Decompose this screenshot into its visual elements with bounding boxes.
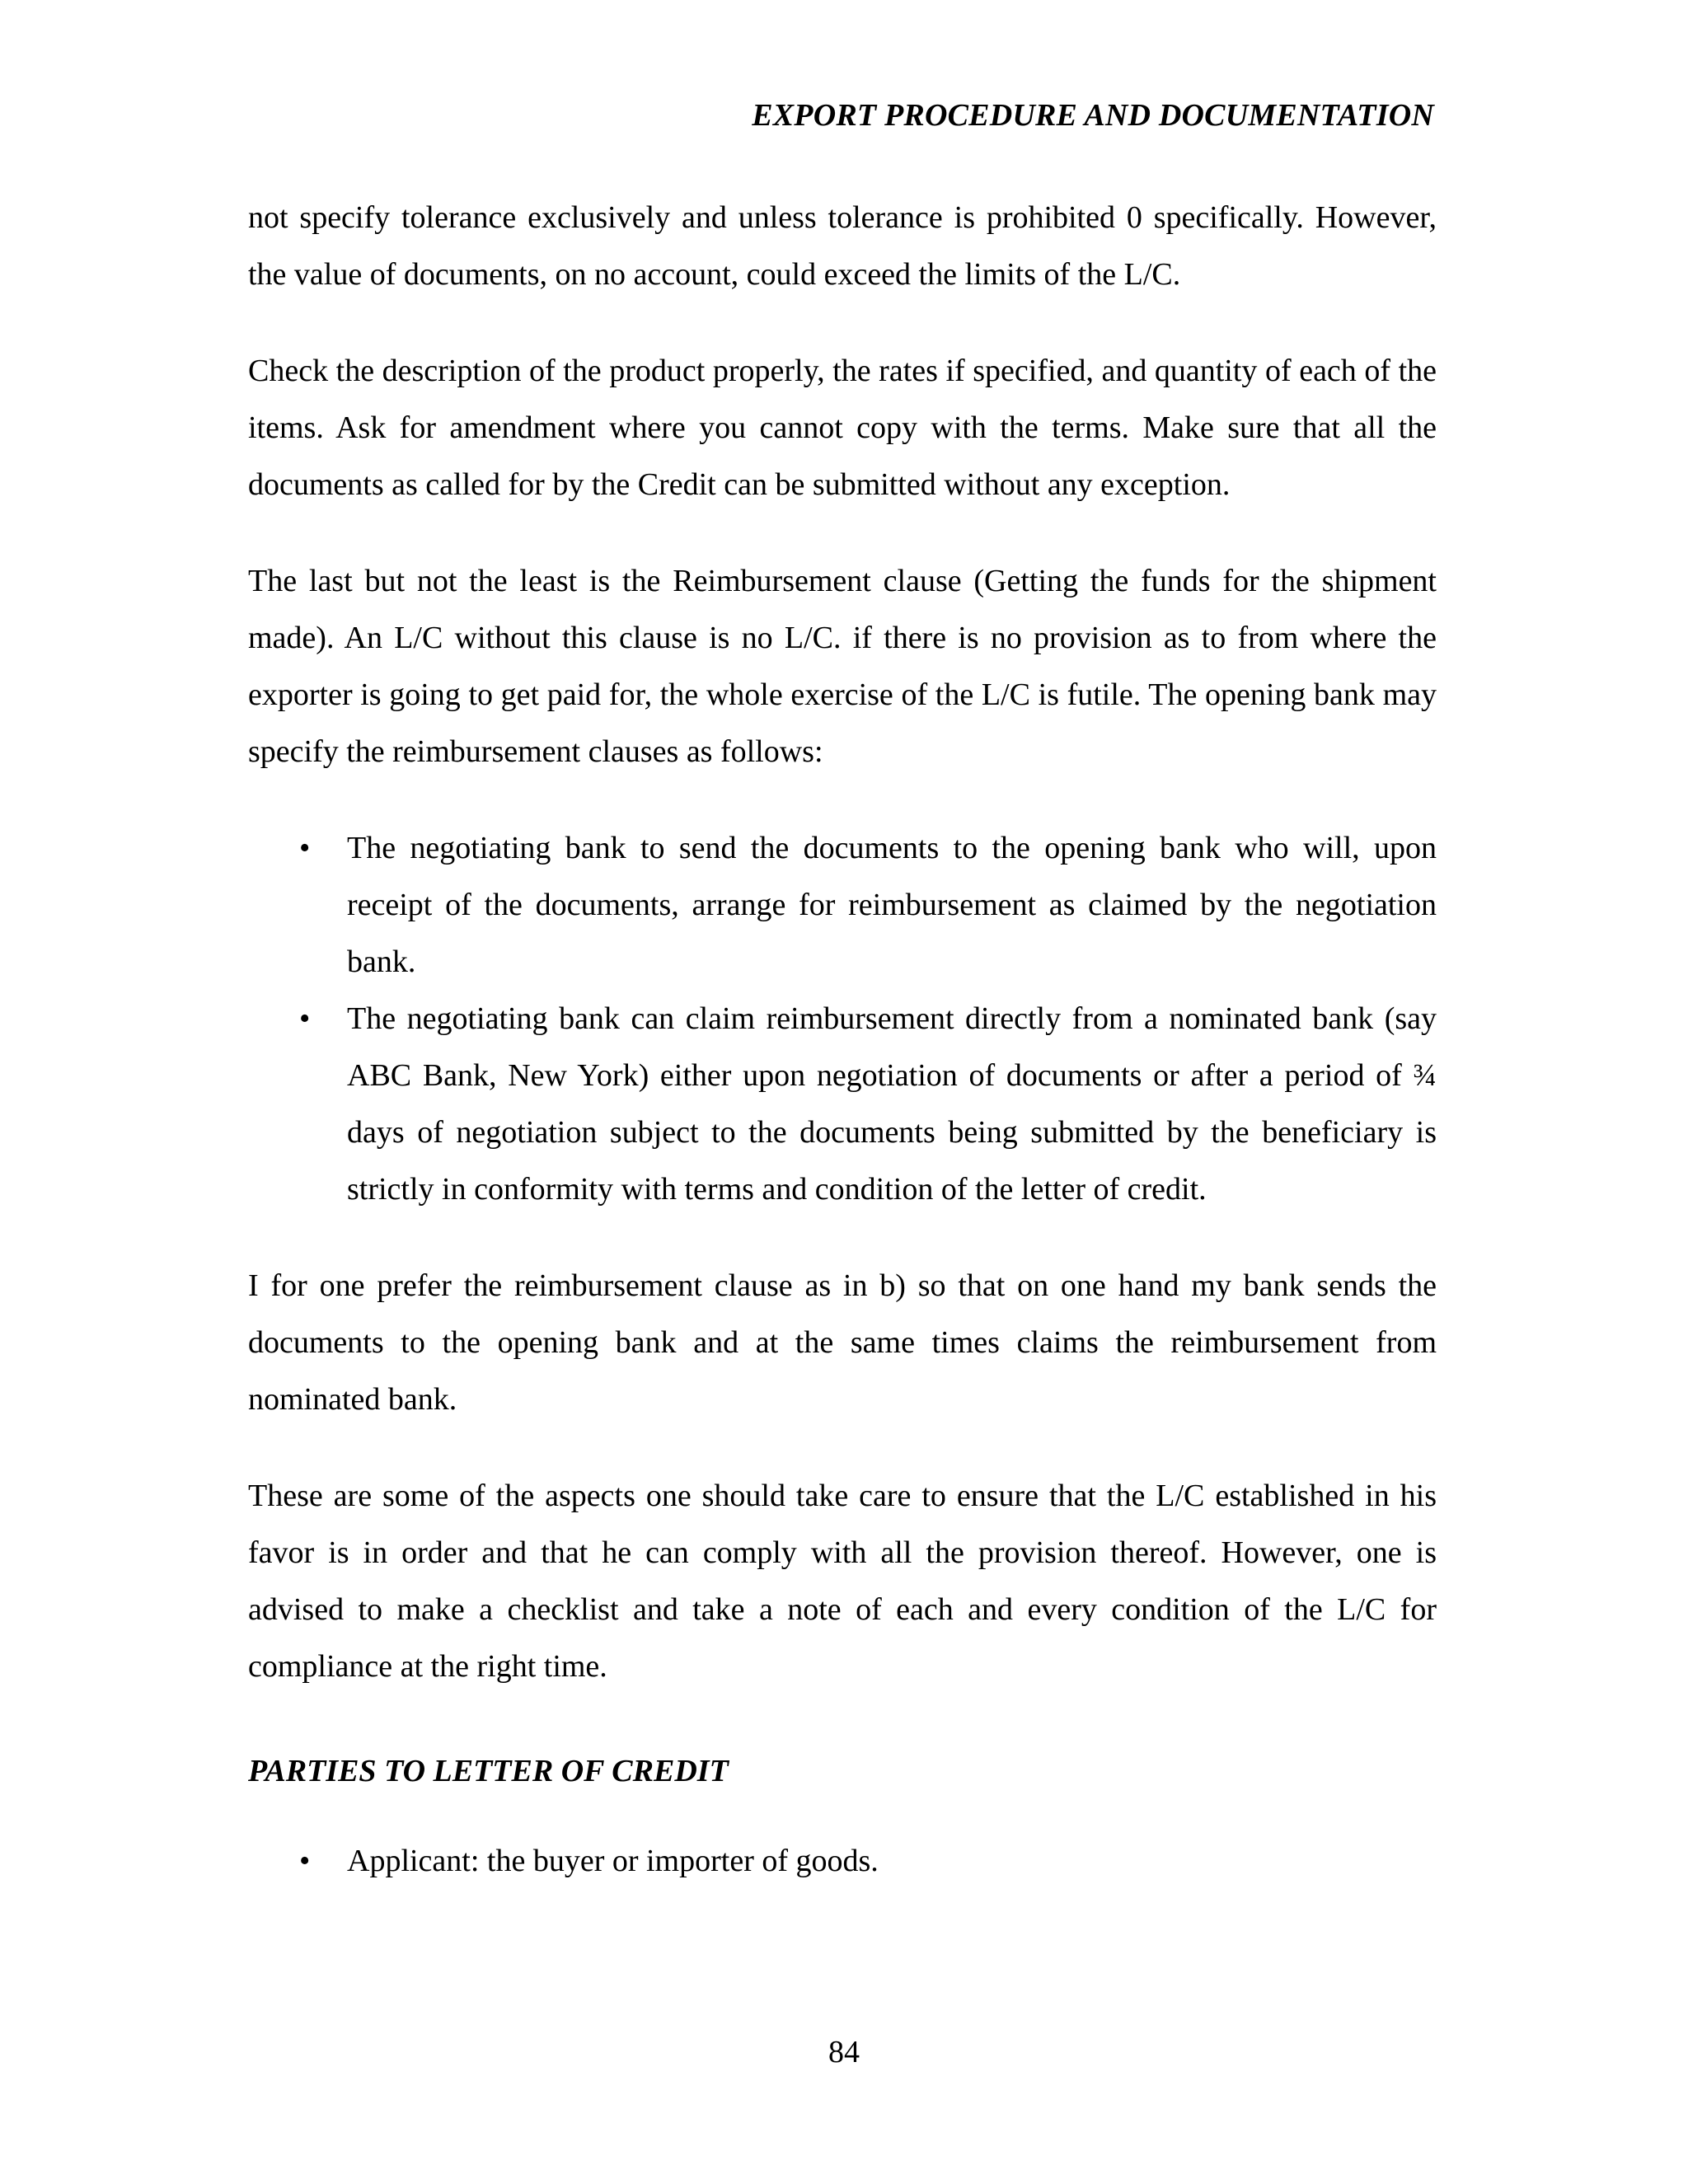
- paragraph-product-description: Check the description of the product properly, the rates if specified, and quantity of each of the items. Ask for amendment where you cannot copy with the terms. Make sure that all the documents as called for by the Credit can be submitted without any exception.: [248, 354, 1437, 502]
- page-number: 84: [828, 2035, 860, 2069]
- bullet-icon: •: [299, 1844, 311, 1878]
- bullet-icon: •: [299, 831, 311, 865]
- list-item: [248, 820, 1437, 991]
- parties-list: [248, 1833, 1437, 1890]
- paragraph-aspects: These are some of the aspects one should take care to ensure that the L/C established in his favor is in order and that he can comply with all the provision thereof. However, one is advised to make a checklist and take a note of each and every condition of the L/C for compliance at the right time.: [248, 1479, 1437, 1684]
- paragraph-reimbursement-clause: The last but not the least is the Reimbursement clause (Getting the funds for the shipment made). An L/C without this clause is no L/C. if there is no provision as to from where the exporter is going to get paid for, the whole exercise of the L/C is futile. The opening bank may specify the reimbursement clauses as follows:: [248, 564, 1437, 769]
- running-header: EXPORT PROCEDURE AND DOCUMENTATION: [752, 98, 1434, 133]
- list-item-text: The negotiating bank can claim reimbursement directly from a nominated bank (say ABC Bank, New York) either upon negotiation of documents or after a period of ¾ days of negotiation subject to the documents being submitted by the beneficiary is strictly in conformity with terms and condition of the letter of credit.: [347, 1001, 1437, 1207]
- list-item: [248, 1833, 1437, 1890]
- list-item: [248, 991, 1437, 1218]
- page-body: [248, 190, 1437, 1929]
- list-item-text: The negotiating bank to send the documents to the opening bank who will, upon receipt of the documents, arrange for reimbursement as claimed by the negotiation bank.: [347, 831, 1437, 979]
- bullet-icon: •: [299, 1001, 311, 1036]
- paragraph-tolerance: not specify tolerance exclusively and unless tolerance is prohibited 0 specifically. However, the value of documents, on no account, could exceed the limits of the L/C.: [248, 200, 1437, 292]
- paragraph-preference: I for one prefer the reimbursement clause as in b) so that on one hand my bank sends the documents to the opening bank and at the same times claims the reimbursement from nominated bank.: [248, 1268, 1437, 1417]
- list-item-text: Applicant: the buyer or importer of goods.: [347, 1844, 879, 1878]
- reimbursement-options-list: [248, 820, 1437, 1218]
- section-heading: PARTIES TO LETTER OF CREDIT: [248, 1754, 729, 1788]
